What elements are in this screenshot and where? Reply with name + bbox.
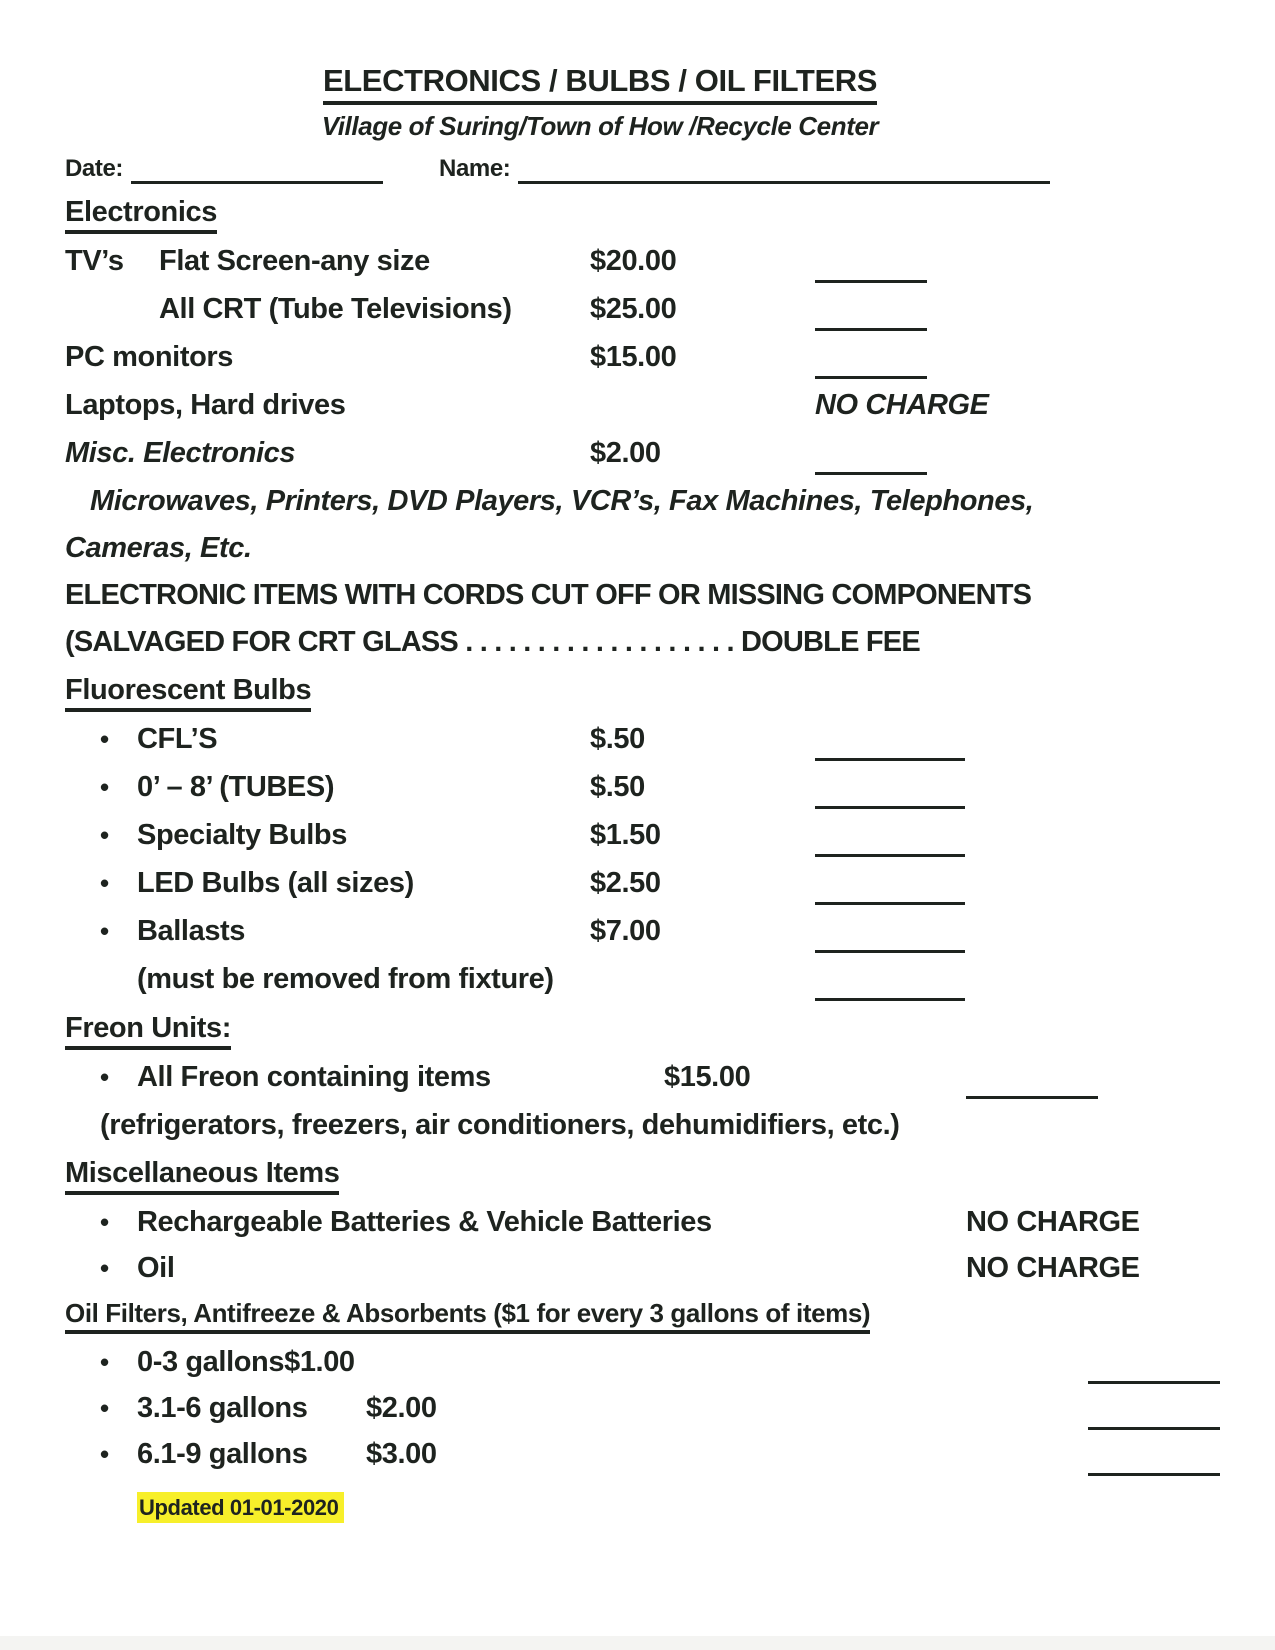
page-subtitle: Village of Suring/Town of How /Recycle Center (321, 111, 879, 141)
item-label: Rechargeable Batteries & Vehicle Batteries (137, 1206, 712, 1238)
item-label: LED Bulbs (all sizes) (137, 867, 414, 899)
price-row-oil (100, 1252, 1220, 1298)
price-row-3-6-gallons (100, 1392, 1220, 1438)
cords-warning-line2: (SALVAGED FOR CRT GLASS . . . . . . . . . . . . . . . . . . . DOUBLE FEE (65, 626, 920, 658)
bullet-icon: • (100, 1062, 109, 1092)
price-row-crt-tv (65, 293, 1220, 341)
date-name-row (65, 155, 1220, 195)
price-row-pc-monitors (65, 341, 1220, 389)
item-label: Specialty Bulbs (137, 819, 347, 851)
item-price: $15.00 (590, 341, 677, 373)
freon-examples: (refrigerators, freezers, air conditioners, dehumidifiers, etc.) (100, 1109, 900, 1141)
row-prefix: TV’s (65, 245, 124, 277)
item-price: $2.00 (590, 437, 661, 469)
bullet-icon: • (100, 772, 109, 802)
item-label: Misc. Electronics (65, 437, 296, 469)
item-label: Oil (137, 1252, 175, 1284)
name-input-line[interactable] (518, 181, 1050, 184)
quantity-fill-blank[interactable] (1088, 1427, 1220, 1430)
item-label: 3.1-6 gallons (137, 1392, 308, 1424)
item-price: $7.00 (590, 915, 661, 947)
price-row-cfls (100, 723, 1220, 771)
item-price: $15.00 (664, 1061, 751, 1093)
section-heading-electronics: Electronics (65, 195, 1220, 245)
cords-warning-line1: ELECTRONIC ITEMS WITH CORDS CUT OFF OR MISSING COMPONENTS (65, 579, 1032, 611)
item-label: All Freon containing items (137, 1061, 491, 1093)
item-price: $1.50 (590, 819, 661, 851)
section-heading-oil-filters: Oil Filters, Antifreeze & Absorbents ($1 for every 3 gallons of items) (65, 1298, 1220, 1346)
quantity-fill-blank[interactable] (815, 806, 965, 809)
bullet-icon: • (100, 1439, 109, 1469)
section-heading-freon-units: Freon Units: (65, 1011, 1220, 1061)
no-charge-note: NO CHARGE (815, 389, 989, 421)
price-row-flat-screen (65, 245, 1220, 293)
bullet-icon: • (100, 1253, 109, 1283)
item-label: CFL’S (137, 723, 218, 755)
bullet-icon: • (100, 1207, 109, 1237)
name-label: Name: (439, 155, 511, 182)
price-row-freon-items (100, 1061, 1220, 1109)
item-price: $20.00 (590, 245, 677, 277)
price-row-led-bulbs (100, 867, 1220, 915)
quantity-fill-blank[interactable] (966, 1096, 1098, 1099)
ballasts-note-row (137, 963, 1220, 1011)
quantity-fill-blank[interactable] (815, 280, 927, 283)
bullet-icon: • (100, 724, 109, 754)
item-price: $2.00 (366, 1392, 437, 1424)
section-heading-fluorescent-bulbs: Fluorescent Bulbs (65, 673, 1220, 723)
bullet-icon: • (100, 916, 109, 946)
price-row-6-9-gallons (100, 1438, 1220, 1484)
price-row-laptops (65, 389, 1220, 437)
item-label: Ballasts (137, 915, 246, 947)
quantity-fill-blank[interactable] (815, 998, 965, 1001)
price-row-tubes (100, 771, 1220, 819)
item-label: Flat Screen-any size (159, 245, 430, 277)
date-input-line[interactable] (131, 181, 383, 184)
bullet-icon: • (100, 1393, 109, 1423)
price-row-ballasts (100, 915, 1220, 963)
price-row-0-3-gallons (100, 1346, 1220, 1392)
misc-electronics-examples-line2: Cameras, Etc. (65, 532, 252, 564)
date-label: Date: (65, 155, 124, 182)
item-price: $.50 (590, 723, 645, 755)
scan-edge-artifact (0, 1636, 1275, 1650)
item-label: 0’ – 8’ (TUBES) (137, 771, 335, 803)
item-price: $.50 (590, 771, 645, 803)
misc-electronics-examples-line1: Microwaves, Printers, DVD Players, VCR’s, Fax Machines, Telephones, (90, 485, 1034, 517)
quantity-fill-blank[interactable] (815, 902, 965, 905)
ballasts-note: (must be removed from fixture) (137, 963, 554, 995)
price-row-batteries (100, 1206, 1220, 1252)
item-price: $25.00 (590, 293, 677, 325)
item-label: 0-3 gallons (137, 1346, 285, 1378)
item-price: $3.00 (366, 1438, 437, 1470)
bullet-icon: • (100, 1347, 109, 1377)
item-label: PC monitors (65, 341, 233, 373)
item-label: Laptops, Hard drives (65, 389, 346, 421)
item-price: $2.50 (590, 867, 661, 899)
header (65, 64, 1135, 141)
item-label: All CRT (Tube Televisions) (159, 293, 512, 325)
section-heading-miscellaneous: Miscellaneous Items (65, 1156, 1220, 1206)
quantity-fill-blank[interactable] (1088, 1381, 1220, 1384)
quantity-fill-blank[interactable] (1088, 1473, 1220, 1476)
quantity-fill-blank[interactable] (815, 950, 965, 953)
no-charge-note: NO CHARGE (966, 1206, 1140, 1238)
bullet-icon: • (100, 868, 109, 898)
item-label: 6.1-9 gallons (137, 1438, 308, 1470)
quantity-fill-blank[interactable] (815, 758, 965, 761)
quantity-fill-blank[interactable] (815, 376, 927, 379)
quantity-fill-blank[interactable] (815, 854, 965, 857)
quantity-fill-blank[interactable] (815, 328, 927, 331)
updated-note-highlight: Updated 01-01-2020 (137, 1492, 344, 1523)
page-title: ELECTRONICS / BULBS / OIL FILTERS (323, 64, 877, 105)
price-row-specialty-bulbs (100, 819, 1220, 867)
quantity-fill-blank[interactable] (815, 472, 927, 475)
bullet-icon: • (100, 820, 109, 850)
item-price: $1.00 (284, 1346, 355, 1378)
price-row-misc-electronics (65, 437, 1220, 485)
updated-note-row (137, 1492, 1220, 1523)
no-charge-note: NO CHARGE (966, 1252, 1140, 1284)
